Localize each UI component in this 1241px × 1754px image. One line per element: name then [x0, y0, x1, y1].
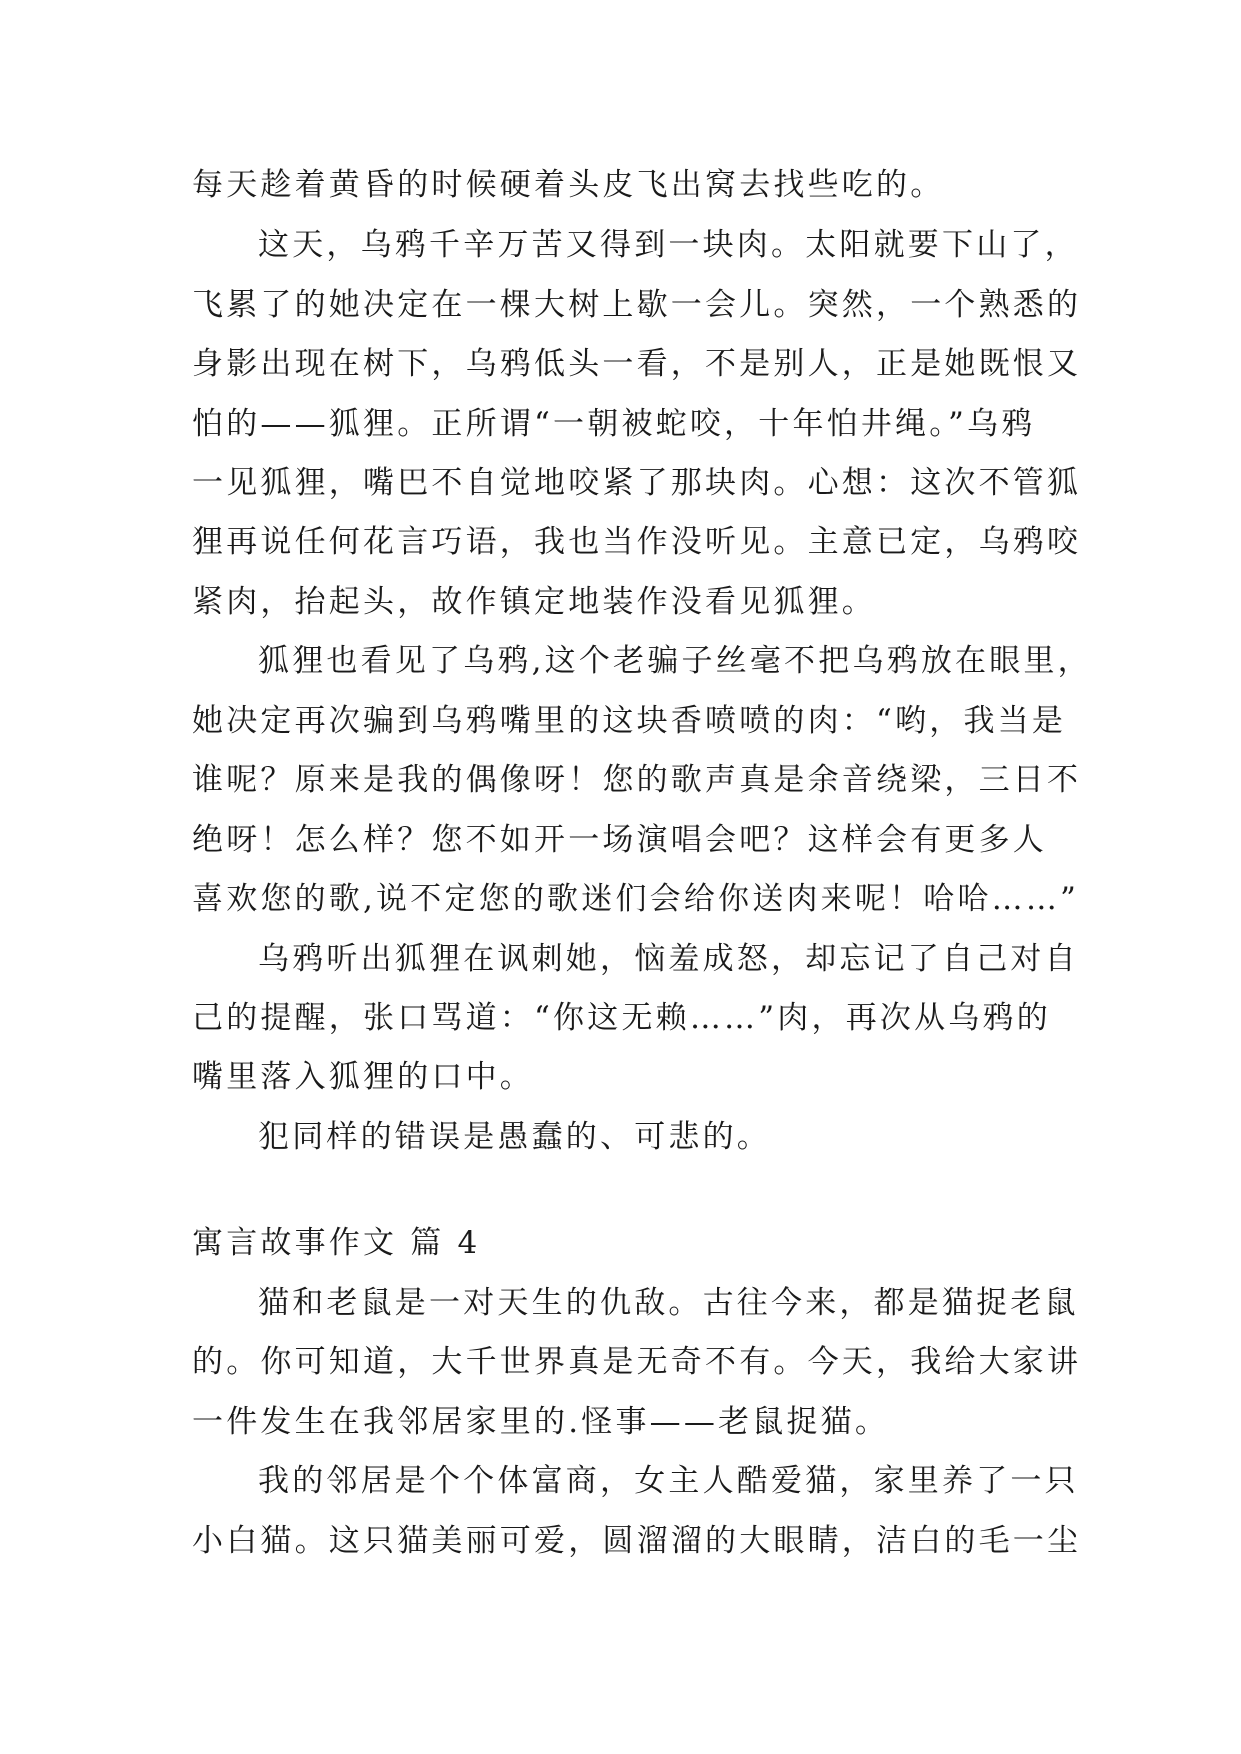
text-line: 狸再说任何花言巧语，我也当作没听见。主意已定，乌鸦咬 [192, 524, 1082, 560]
text-line: 谁呢？原来是我的偶像呀！您的歌声真是余音绕梁，三日不 [192, 762, 1082, 798]
text-line: 小白猫。这只猫美丽可爱，圆溜溜的大眼睛，洁白的毛一尘 [192, 1523, 1082, 1559]
text-line: 己的提醒，张口骂道：“你这无赖……”肉，再次从乌鸦的 [192, 1000, 1051, 1036]
text-line: 嘴里落入狐狸的口中。 [192, 1059, 534, 1095]
paragraph-start-line: 猫和老鼠是一对天生的仇敌。古往今来，都是猫捉老鼠 [258, 1285, 1079, 1321]
text-line: 飞累了的她决定在一棵大树上歇一会儿。突然，一个熟悉的 [192, 287, 1082, 323]
paragraph-start-line: 狐狸也看见了乌鸦,这个老骗子丝毫不把乌鸦放在眼里， [258, 643, 1092, 679]
paragraph-start-line: 我的邻居是个个体富商，女主人酷爱猫，家里养了一只 [258, 1463, 1079, 1499]
paragraph-start-line: 这天，乌鸦千辛万苦又得到一块肉。太阳就要下山了， [258, 227, 1079, 263]
text-line: 每天趁着黄昏的时候硬着头皮飞出窝去找些吃的。 [192, 167, 945, 203]
text-line: 的。你可知道，大千世界真是无奇不有。今天，我给大家讲 [192, 1344, 1082, 1380]
text-line: 一见狐狸，嘴巴不自觉地咬紧了那块肉。心想：这次不管狐 [192, 465, 1082, 501]
text-line: 身影出现在树下，乌鸦低头一看，不是别人，正是她既恨又 [192, 346, 1082, 382]
text-line: 她决定再次骗到乌鸦嘴里的这块香喷喷的肉：“哟，我当是 [192, 703, 1067, 739]
text-line: 喜欢您的歌,说不定您的歌迷们会给你送肉来呢！哈哈……” [192, 881, 1080, 917]
section-heading: 寓言故事作文 篇 4 [192, 1225, 481, 1261]
text-line: 绝呀！怎么样？您不如开一场演唱会吧？这样会有更多人 [192, 822, 1047, 858]
text-line: 紧肉，抬起头，故作镇定地装作没看见狐狸。 [192, 584, 876, 620]
paragraph-start-line: 犯同样的错误是愚蠢的、可悲的。 [258, 1119, 771, 1155]
text-line: 怕的——狐狸。正所谓“一朝被蛇咬，十年怕井绳。”乌鸦 [192, 406, 1036, 442]
paragraph-start-line: 乌鸦听出狐狸在讽刺她，恼羞成怒，却忘记了自己对自 [258, 941, 1079, 977]
text-line: 一件发生在我邻居家里的.怪事——老鼠捉猫。 [192, 1404, 890, 1440]
